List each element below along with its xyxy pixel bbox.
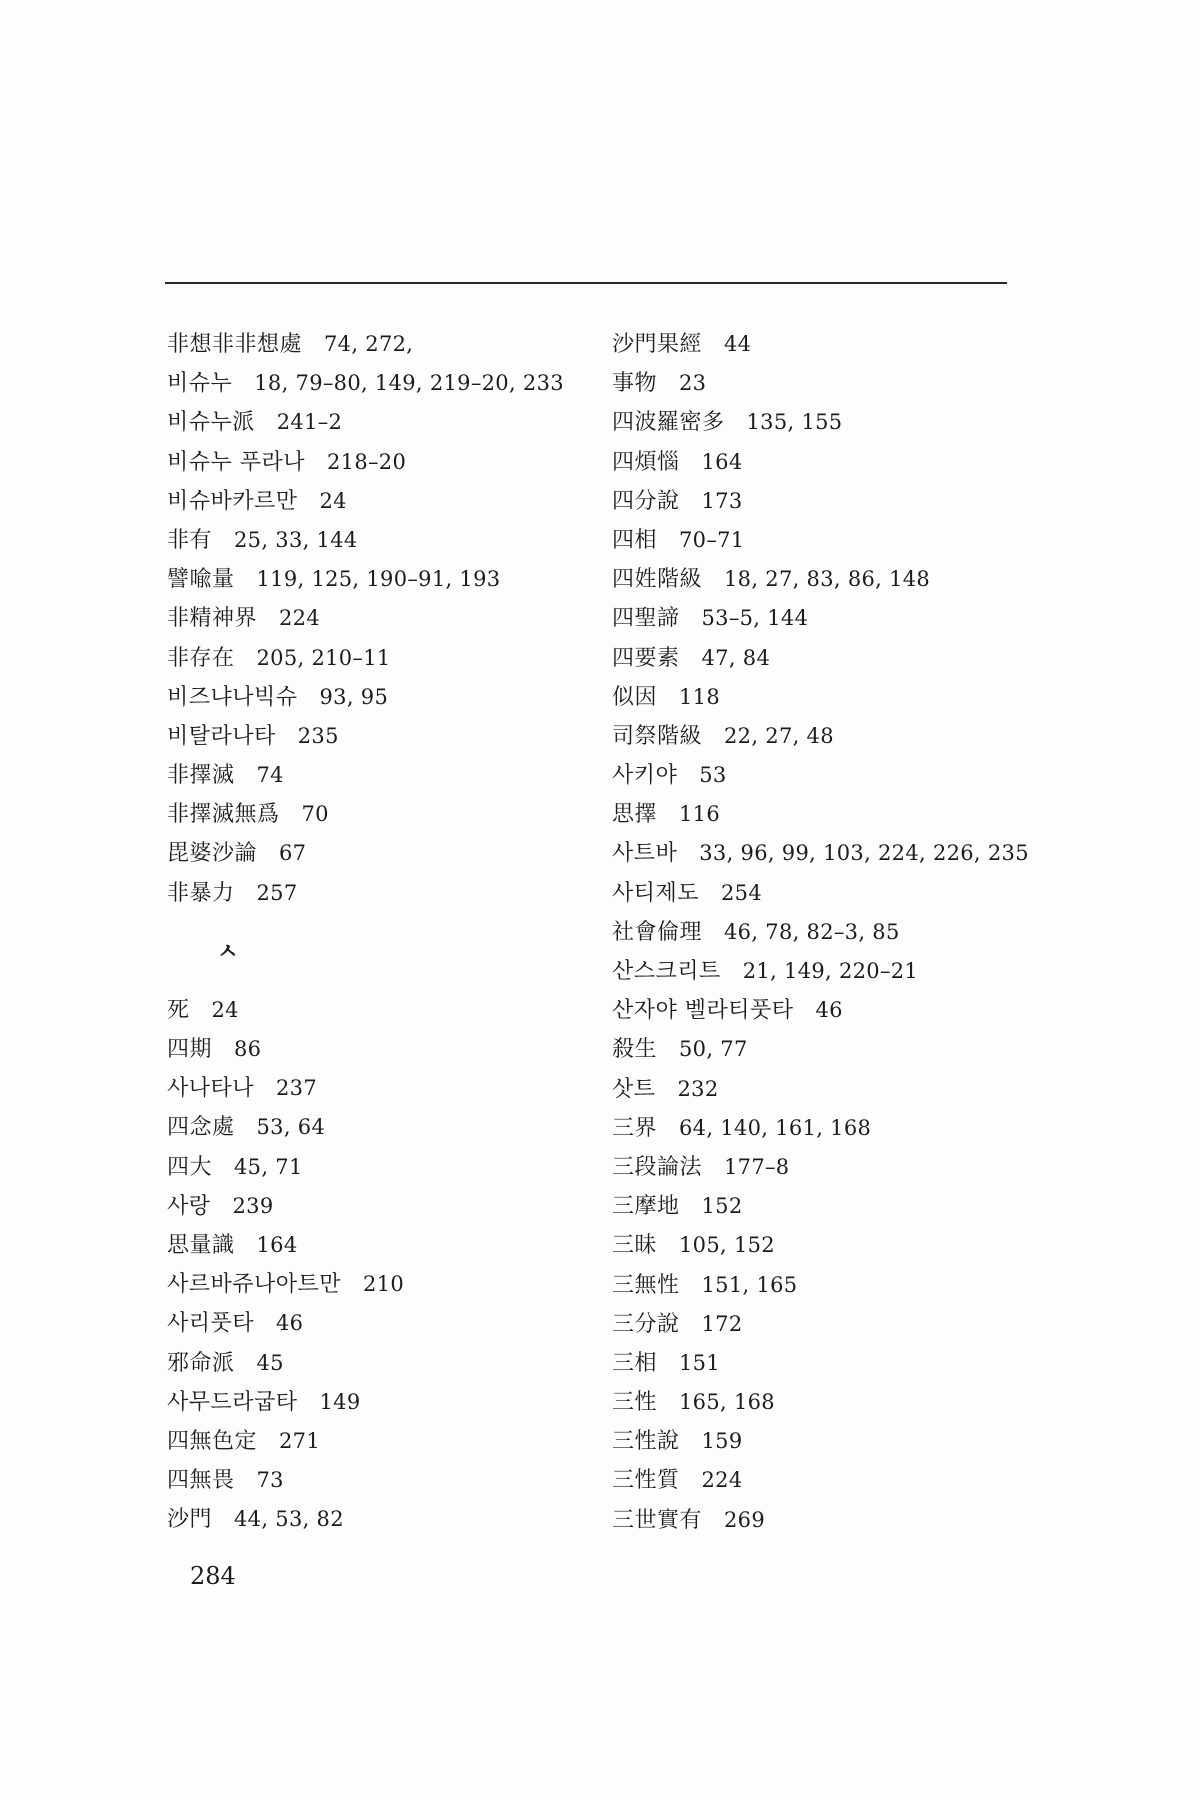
index-entry — [612, 1383, 1029, 1422]
index-term: 非暴力 — [167, 880, 235, 906]
index-entry — [612, 1344, 1029, 1383]
index-page-refs: 18, 27, 83, 86, 148 — [724, 567, 931, 592]
index-entry — [167, 325, 564, 364]
index-page-refs: 241–2 — [276, 410, 343, 435]
index-entry — [167, 678, 564, 717]
index-term: 非有 — [167, 527, 213, 553]
index-entry — [612, 482, 1029, 521]
index-entry — [167, 1265, 564, 1304]
index-page-refs: 24 — [319, 488, 347, 513]
index-entry — [167, 639, 564, 678]
index-entry — [167, 874, 564, 913]
index-page-refs: 50, 77 — [679, 1037, 748, 1062]
index-term: 思擇 — [612, 802, 658, 828]
index-page-refs: 44 — [724, 332, 752, 356]
index-entry — [167, 1069, 564, 1108]
index-term: 事物 — [612, 371, 658, 397]
index-term: 사르바쥬나아트만 — [167, 1272, 342, 1298]
index-page-refs: 45, 71 — [234, 1154, 303, 1179]
index-page-refs: 239 — [232, 1193, 274, 1218]
index-term: 사랑 — [167, 1193, 211, 1219]
index-column-left — [167, 325, 564, 1539]
index-entry — [167, 521, 564, 560]
index-term: 四分說 — [612, 488, 680, 514]
index-entry — [612, 1226, 1029, 1265]
index-page-refs: 44, 53, 82 — [234, 1507, 344, 1532]
index-term: 沙門 — [167, 1507, 213, 1533]
index-entry — [612, 639, 1029, 678]
index-page-refs: 45 — [256, 1350, 284, 1375]
index-term: 사키야 — [612, 763, 678, 789]
index-entry — [167, 1461, 564, 1500]
index-entry — [167, 1226, 564, 1265]
index-term: 三無性 — [612, 1272, 680, 1298]
index-term: 司祭階級 — [612, 723, 703, 749]
index-entry — [612, 1148, 1029, 1187]
index-entry — [167, 560, 564, 599]
index-term: 四姓階級 — [612, 567, 703, 593]
index-entry — [612, 991, 1029, 1030]
index-entry — [167, 1383, 564, 1422]
index-page-refs: 105, 152 — [679, 1233, 775, 1258]
page-number: 284 — [190, 1562, 236, 1590]
index-page-refs: 269 — [724, 1507, 765, 1532]
index-page-refs: 21, 149, 220–21 — [742, 959, 919, 983]
index-page-refs: 70–71 — [679, 527, 745, 552]
index-entry — [612, 1030, 1029, 1069]
index-term: 四聖諦 — [612, 606, 680, 632]
entry-list-right — [612, 325, 1029, 1540]
index-term: 三界 — [612, 1115, 658, 1141]
index-page-refs: 23 — [679, 371, 707, 396]
index-page-refs: 177–8 — [724, 1154, 790, 1179]
index-entry — [167, 1030, 564, 1069]
index-term: 비즈냐나빅슈 — [167, 684, 298, 710]
index-entry — [167, 1187, 564, 1226]
index-page-refs: 70 — [301, 802, 329, 827]
index-page-refs: 86 — [234, 1037, 262, 1061]
index-term: 非擇滅無爲 — [167, 802, 280, 828]
index-term: 사무드라굽타 — [167, 1389, 298, 1415]
index-page-refs: 33, 96, 99, 103, 224, 226, 235 — [699, 841, 1029, 866]
index-entry — [612, 1109, 1029, 1148]
index-page-refs: 151 — [679, 1350, 720, 1375]
index-term: 비슈누 푸라나 — [167, 449, 306, 475]
index-entry — [167, 482, 564, 521]
index-page-refs: 135, 155 — [746, 410, 843, 435]
index-entry — [167, 756, 564, 795]
index-entry — [167, 1344, 564, 1383]
index-term: 三分說 — [612, 1311, 680, 1337]
index-term: 毘婆沙論 — [167, 841, 258, 867]
index-page-refs: 67 — [279, 841, 307, 866]
index-page-refs: 73 — [256, 1468, 284, 1493]
index-term: 死 — [167, 997, 190, 1023]
index-entry — [612, 403, 1029, 442]
index-entry — [612, 443, 1029, 482]
index-page-refs: 18, 79–80, 149, 219–20, 233 — [254, 371, 564, 396]
index-page-refs: 159 — [701, 1429, 743, 1454]
index-term: 非精神界 — [167, 606, 258, 632]
index-page-refs: 173 — [701, 488, 743, 513]
section-heading: ㅅ — [217, 938, 239, 965]
index-page-refs: 46, 78, 82–3, 85 — [724, 919, 900, 944]
index-term: 邪命派 — [167, 1350, 235, 1376]
index-term: 三昧 — [612, 1233, 658, 1259]
index-term: 四煩惱 — [612, 449, 680, 475]
index-page-refs: 25, 33, 144 — [234, 527, 358, 552]
index-page-refs: 46 — [276, 1311, 304, 1336]
index-page-refs: 164 — [701, 449, 743, 474]
index-term: 四念處 — [167, 1115, 235, 1141]
header-rule — [165, 282, 1007, 284]
index-entry — [612, 874, 1029, 913]
index-page-refs: 237 — [276, 1076, 317, 1101]
index-term: 非想非非想處 — [167, 332, 303, 357]
index-entry — [612, 1266, 1029, 1305]
index-entry — [612, 913, 1029, 952]
index-page-refs: 235 — [297, 723, 339, 748]
index-term: 비슈누 — [167, 371, 233, 397]
index-entry — [612, 364, 1029, 403]
index-term: 四期 — [167, 1037, 213, 1062]
index-page-refs: 53 — [699, 763, 727, 788]
index-term: 三世實有 — [612, 1507, 703, 1533]
index-entry — [612, 560, 1029, 599]
index-term: 四相 — [612, 527, 658, 553]
index-term: 三相 — [612, 1350, 658, 1376]
index-page-refs: 47, 84 — [701, 645, 771, 670]
index-entry — [167, 1148, 564, 1187]
index-entry — [167, 1422, 564, 1461]
index-page-refs: 257 — [256, 880, 298, 905]
index-entry — [167, 795, 564, 834]
index-term: 三段論法 — [612, 1154, 703, 1180]
index-term: 사나타나 — [167, 1076, 255, 1102]
index-page-refs: 46 — [815, 998, 843, 1023]
index-term: 사리풋타 — [167, 1311, 255, 1337]
index-page-refs: 119, 125, 190–91, 193 — [256, 567, 501, 592]
index-entry — [167, 1304, 564, 1343]
index-term: 譬喩量 — [167, 567, 235, 593]
index-term: 三摩地 — [612, 1194, 680, 1220]
index-entry — [612, 678, 1029, 717]
index-page-refs: 172 — [701, 1311, 743, 1336]
index-term: 삿트 — [612, 1076, 656, 1102]
index-entry — [612, 1070, 1029, 1109]
index-page-refs: 93, 95 — [319, 684, 389, 709]
index-page-refs: 218–20 — [327, 449, 407, 474]
index-entry — [612, 1422, 1029, 1461]
index-page-refs: 22, 27, 48 — [724, 723, 834, 748]
index-term: 四無色定 — [167, 1428, 258, 1454]
index-entry — [167, 1108, 564, 1147]
index-term: 四要素 — [612, 645, 680, 671]
index-term: 三性 — [612, 1390, 658, 1416]
index-page-refs: 254 — [721, 880, 762, 905]
index-term: 非存在 — [167, 645, 235, 671]
index-page-refs: 164 — [256, 1232, 298, 1257]
index-page-refs: 116 — [679, 802, 720, 827]
index-entry — [612, 1187, 1029, 1226]
index-term: 사티제도 — [612, 880, 700, 906]
index-page-refs: 210 — [363, 1272, 405, 1297]
index-page-refs: 53–5, 144 — [701, 606, 809, 631]
index-term: 사트바 — [612, 841, 678, 867]
index-term: 四無畏 — [167, 1468, 235, 1494]
index-entry — [612, 717, 1029, 756]
index-term: 殺生 — [612, 1037, 658, 1063]
index-entry — [612, 1501, 1029, 1540]
index-term: 산스크리트 — [612, 959, 721, 984]
index-page-refs: 271 — [279, 1428, 320, 1453]
index-page-refs: 224 — [279, 606, 320, 631]
index-entry — [612, 756, 1029, 795]
entry-list-after-heading — [167, 991, 564, 1540]
index-page-refs: 64, 140, 161, 168 — [679, 1115, 872, 1140]
index-entry — [612, 834, 1029, 873]
index-page-refs: 205, 210–11 — [256, 645, 391, 670]
index-entry — [612, 1305, 1029, 1344]
index-entry — [167, 834, 564, 873]
index-page-refs: 53, 64 — [256, 1115, 326, 1140]
index-page-refs: 151, 165 — [701, 1272, 798, 1297]
index-term: 社會倫理 — [612, 919, 703, 945]
index-term: 思量識 — [167, 1232, 235, 1258]
entry-list-before-heading — [167, 325, 564, 913]
index-entry — [167, 403, 564, 442]
index-term: 似因 — [612, 684, 658, 710]
index-entry — [167, 599, 564, 638]
index-entry — [612, 521, 1029, 560]
index-term: 비탈라나타 — [167, 723, 276, 749]
index-entry — [167, 991, 564, 1030]
index-entry — [167, 443, 564, 482]
index-term: 四大 — [167, 1154, 213, 1180]
index-term: 산자야 벨라티풋타 — [612, 998, 794, 1024]
index-page-refs: 165, 168 — [679, 1390, 775, 1415]
index-entry — [167, 717, 564, 756]
index-page-refs: 232 — [677, 1076, 719, 1101]
index-entry — [612, 795, 1029, 834]
index-page-refs: 152 — [701, 1194, 743, 1219]
index-entry — [612, 952, 1029, 991]
index-page-refs: 118 — [679, 684, 720, 709]
index-entry — [612, 599, 1029, 638]
index-entry — [167, 1500, 564, 1539]
index-term: 비슈누派 — [167, 410, 255, 436]
index-entry — [612, 1461, 1029, 1500]
index-entry — [612, 325, 1029, 364]
index-term: 四波羅密多 — [612, 410, 725, 436]
index-page-refs: 24 — [211, 997, 239, 1022]
index-page-refs: 74 — [256, 763, 284, 788]
index-term: 三性說 — [612, 1429, 680, 1455]
index-page-refs: 149 — [319, 1389, 361, 1414]
index-term: 三性質 — [612, 1468, 680, 1494]
index-term: 沙門果經 — [612, 332, 703, 357]
index-term: 비슈바카르만 — [167, 488, 298, 514]
index-term: 非擇滅 — [167, 763, 235, 789]
index-column-right — [612, 325, 1029, 1540]
index-page-refs: 224 — [701, 1468, 743, 1493]
index-entry — [167, 364, 564, 403]
index-page-refs: 74, 272, — [324, 332, 414, 356]
